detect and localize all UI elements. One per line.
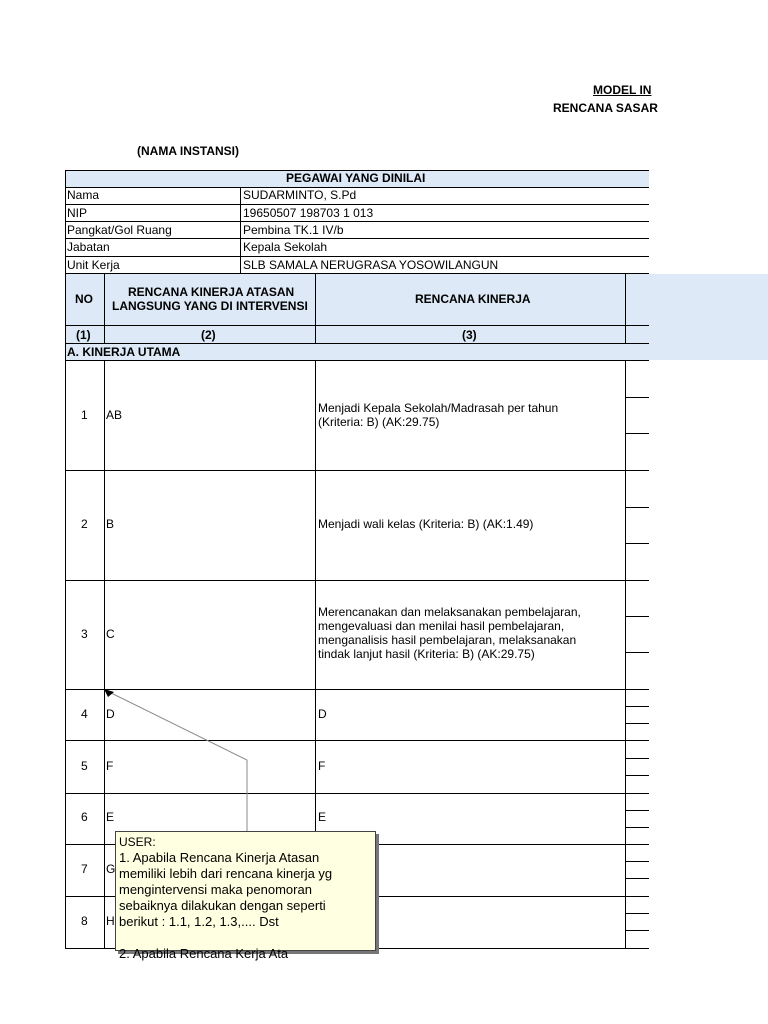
- row-8-no: 8: [81, 914, 88, 928]
- comment-author: USER:: [119, 835, 156, 849]
- value-pangkat: Pembina TK.1 IV/b: [243, 223, 344, 237]
- document-title-line2: RENCANA SASAR: [553, 101, 658, 115]
- row-4-atasan: D: [106, 707, 115, 721]
- row-3-rencana-line2: mengevaluasi dan menilai hasil pembelajaran,: [318, 619, 565, 633]
- value-jabatan: Kepala Sekolah: [243, 240, 328, 254]
- row-6-rencana: E: [318, 810, 327, 824]
- label-nip: NIP: [67, 206, 88, 220]
- row-5-no: 5: [81, 759, 88, 773]
- col-header-atasan-line2: LANGSUNG YANG DI INTERVENSI: [112, 299, 308, 313]
- row-8-atasan: H: [106, 914, 115, 928]
- col-number-1: (1): [76, 328, 91, 342]
- col-header-rencana: RENCANA KINERJA: [415, 292, 531, 306]
- row-6-atasan: E: [106, 810, 115, 824]
- label-unit-kerja: Unit Kerja: [67, 258, 120, 272]
- col-number-3: (3): [462, 328, 477, 342]
- label-jabatan: Jabatan: [67, 240, 110, 254]
- row-7-no: 7: [81, 862, 88, 876]
- value-nama: SUDARMINTO, S.Pd: [243, 188, 357, 202]
- comment-line-1: 1. Apabila Rencana Kinerja Atasan: [119, 850, 320, 865]
- col-header-atasan-line1: RENCANA KINERJA ATASAN: [128, 285, 295, 299]
- label-nama: Nama: [67, 188, 100, 202]
- row-6-no: 6: [81, 810, 88, 824]
- comment-line-3: mengintervensi maka penomoran: [119, 882, 312, 897]
- row-5-atasan: F: [106, 759, 114, 773]
- row-2-rencana: Menjadi wali kelas (Kriteria: B) (AK:1.49): [318, 517, 534, 531]
- row-3-atasan: C: [106, 627, 115, 641]
- row-1-atasan: AB: [106, 408, 123, 422]
- label-pangkat: Pangkat/Gol Ruang: [67, 223, 172, 237]
- pegawai-section-title: PEGAWAI YANG DINILAI: [286, 171, 426, 185]
- col-header-no: NO: [75, 292, 93, 306]
- row-3-rencana-line1: Merencanakan dan melaksanakan pembelajaran,: [318, 605, 581, 619]
- row-4-rencana: D: [318, 707, 327, 721]
- row-7-atasan: G: [106, 862, 116, 876]
- value-nip: 19650507 198703 1 013: [243, 206, 374, 220]
- row-3-rencana-line4: tindak lanjut hasil (Kriteria: B) (AK:29.75): [318, 647, 535, 661]
- row-1-no: 1: [81, 408, 88, 422]
- row-3-rencana-line3: menganalisis hasil pembelajaran, melaksanakan: [318, 633, 577, 647]
- comment-line-6: 2. Apabila Rencana Kerja Ata: [119, 946, 289, 961]
- row-4-no: 4: [81, 707, 88, 721]
- instansi-label: (NAMA INSTANSI): [137, 144, 239, 158]
- comment-line-5: berikut : 1.1, 1.2, 1.3,.... Dst: [119, 914, 279, 929]
- document-title-line1: MODEL IN: [593, 83, 652, 97]
- row-5-rencana: F: [318, 759, 326, 773]
- comment-line-2: memiliki lebih dari rencana kinerja yg: [119, 866, 333, 881]
- col-number-2: (2): [201, 328, 216, 342]
- comment-line-4: sebaiknya dilakukan dengan seperti: [119, 898, 326, 913]
- comment-indicator-icon: [104, 689, 114, 697]
- section-kinerja-utama: A. KINERJA UTAMA: [67, 345, 181, 359]
- row-1-rencana-line2: (Kriteria: B) (AK:29.75): [318, 415, 440, 429]
- value-unit-kerja: SLB SAMALA NERUGRASA YOSOWILANGUN: [243, 258, 499, 272]
- row-3-no: 3: [81, 627, 88, 641]
- cell-comment-box[interactable]: [115, 831, 376, 961]
- row-2-atasan: B: [106, 517, 115, 531]
- comment-spacer: [119, 930, 372, 946]
- row-2-no: 2: [81, 517, 88, 531]
- row-1-rencana-line1: Menjadi Kepala Sekolah/Madrasah per tahun: [318, 401, 559, 415]
